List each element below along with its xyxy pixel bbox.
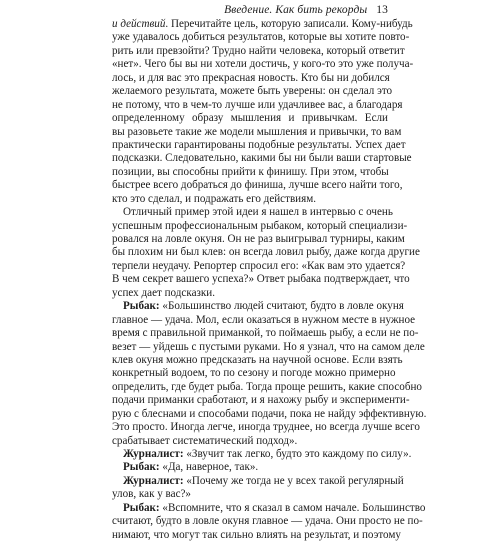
- text-segment: «Вспомните, что я сказал в самом начале. Большинство: [159, 501, 426, 514]
- text-line: [112, 112, 388, 125]
- text-segment: конкретный водоем, то по сезону и погоде можно примерно: [112, 367, 396, 380]
- text-segment: «Да, наверное, так».: [159, 461, 259, 474]
- text-line: [112, 138, 406, 152]
- text-segment: желаемого результата, можете быть уверены: он сделал это: [112, 85, 393, 98]
- text-line: [112, 435, 388, 448]
- text-line: [112, 515, 423, 528]
- text-segment: срабатывает систематический подход».: [112, 434, 298, 447]
- text-line: [112, 380, 422, 394]
- text-line: [112, 287, 388, 300]
- text-segment: везет — уйдешь с пустыми руками. Но я узнал, что на самом деле: [112, 340, 425, 353]
- book-page: [112, 0, 427, 542]
- text-segment: «Звучит так легко, будто это каждому по силу».: [183, 448, 412, 460]
- text-segment: клев окуня можно предсказать на научной основе. Если взять: [112, 353, 403, 366]
- text-segment: быстрее всего добраться до финиша, лучше всего найти того,: [112, 179, 403, 192]
- text-segment: время с правильной приманкой, то поймаешь рыбу, а если не по-: [112, 327, 419, 340]
- text-line: [112, 85, 393, 98]
- speaker-label: Журналист:: [123, 474, 184, 487]
- text-line: [112, 259, 406, 273]
- text-segment: рить или превзойти? Трудно найти человека, который ответит: [112, 44, 405, 57]
- text-line: [112, 179, 403, 192]
- text-line: [112, 72, 388, 85]
- text-segment: терпели неудачу. Репортер спросил его: «Как вам это удается?: [112, 259, 406, 272]
- text-line: [112, 31, 410, 44]
- text-line: [112, 407, 427, 421]
- text-segment: не потому, что в чем-то лучше или удачливее вас, а благодаря: [112, 98, 403, 111]
- text-segment: успешным профессиональным рыбаком, который специализи-: [112, 219, 408, 232]
- text-segment: кто это сделал, и подражать его действиям.: [112, 192, 317, 205]
- text-line: [112, 233, 405, 246]
- speaker-label: Журналист:: [123, 448, 184, 460]
- text-segment: и действий: [112, 18, 166, 30]
- text-line: [112, 300, 404, 313]
- text-line: [112, 273, 410, 286]
- text-line: [112, 501, 426, 515]
- text-line: [112, 58, 414, 71]
- text-segment: ровался на ловле окуня. Он не раз выигрывал турниры, каким: [112, 233, 405, 245]
- text-line: [112, 528, 401, 542]
- text-segment: В чем секрет вашего успеха?» Ответ рыбака подтверждает, что: [112, 273, 410, 286]
- text-segment: лось, и для вас это прекрасная новость. Кто бы ни добился: [112, 71, 390, 84]
- text-segment: «нет». Чего бы вы ни хотели достичь, у кого-то это уже получа-: [112, 58, 414, 71]
- text-line: [112, 219, 408, 233]
- text-line: [112, 313, 416, 327]
- text-segment: бы плохим ни был клев: он всегда ловил рыбу, даже когда другие: [112, 246, 420, 259]
- text-line: [112, 44, 405, 58]
- text-segment: определить, где будет рыба. Тогда проще решить, какие способно: [112, 380, 422, 393]
- text-line: [112, 353, 403, 367]
- text-segment: вы разовьете такие же модели мышления и привычки, то вам: [112, 125, 402, 138]
- text-segment: успех дает подсказки.: [112, 286, 215, 299]
- text-line: [112, 421, 420, 434]
- running-head: [112, 2, 388, 18]
- speaker-label: Рыбак:: [123, 461, 160, 474]
- text-segment: главное — удача. Мол, если оказаться в нужном месте в нужное: [112, 313, 416, 326]
- text-line: [112, 461, 388, 474]
- text-line: [112, 474, 404, 488]
- running-head-title: Введение. Как бить рекорды: [224, 4, 368, 16]
- text-segment: практически гарантированы подобные результаты. Успех дает: [112, 138, 406, 151]
- text-line: [112, 125, 402, 139]
- text-segment: рую с блеснами и способами подачи, пока не найду эффективную.: [112, 407, 427, 420]
- text-segment: определенному образу мышления и привычкам. Если: [112, 112, 388, 125]
- text-line: [112, 98, 403, 112]
- text-segment: Отличный пример этой идеи я нашел в интервью с очень: [123, 206, 393, 219]
- text-segment: позиции, вы способны прийти к финишу. При этом, чтобы: [112, 165, 389, 178]
- text-line: [112, 18, 413, 31]
- text-segment: подачи приманки сработают, и я нахожу рыбу и эксперименти-: [112, 394, 410, 407]
- text-line: [112, 367, 396, 380]
- text-segment: улов, как у вас?»: [112, 488, 191, 501]
- text-line: [112, 394, 410, 407]
- text-segment: «Почему же тогда не у всех такой регулярный: [183, 474, 404, 487]
- page-number: 13: [376, 4, 388, 16]
- text-line: [112, 340, 425, 354]
- speaker-label: Рыбак:: [123, 300, 160, 313]
- text-line: [112, 166, 388, 179]
- text-segment: уже удавалось добиться результатов, которые вы хотите повто-: [112, 31, 410, 44]
- body-text: [112, 18, 427, 542]
- text-segment: считают, будто в ловле окуня главное — удача. Они просто не по-: [112, 515, 423, 528]
- text-segment: нимают, что могут так сильно влиять на результат, и поэтому: [112, 528, 401, 541]
- text-segment: Это просто. Иногда легче, иногда труднее, но всегда лучше всего: [112, 421, 420, 434]
- text-line: [112, 152, 412, 165]
- speaker-label: Рыбак:: [123, 501, 160, 514]
- text-line: [112, 206, 393, 219]
- text-segment: . Перечитайте цель, которую записали. Кому-нибудь: [165, 18, 413, 30]
- text-line: [112, 327, 419, 340]
- text-segment: «Большинство людей считают, будто в ловле окуня: [159, 300, 404, 313]
- text-segment: подсказки. Следовательно, какими бы ни были ваши стартовые: [112, 152, 412, 165]
- text-line: [112, 448, 412, 461]
- text-line: [112, 193, 388, 206]
- text-line: [112, 246, 420, 259]
